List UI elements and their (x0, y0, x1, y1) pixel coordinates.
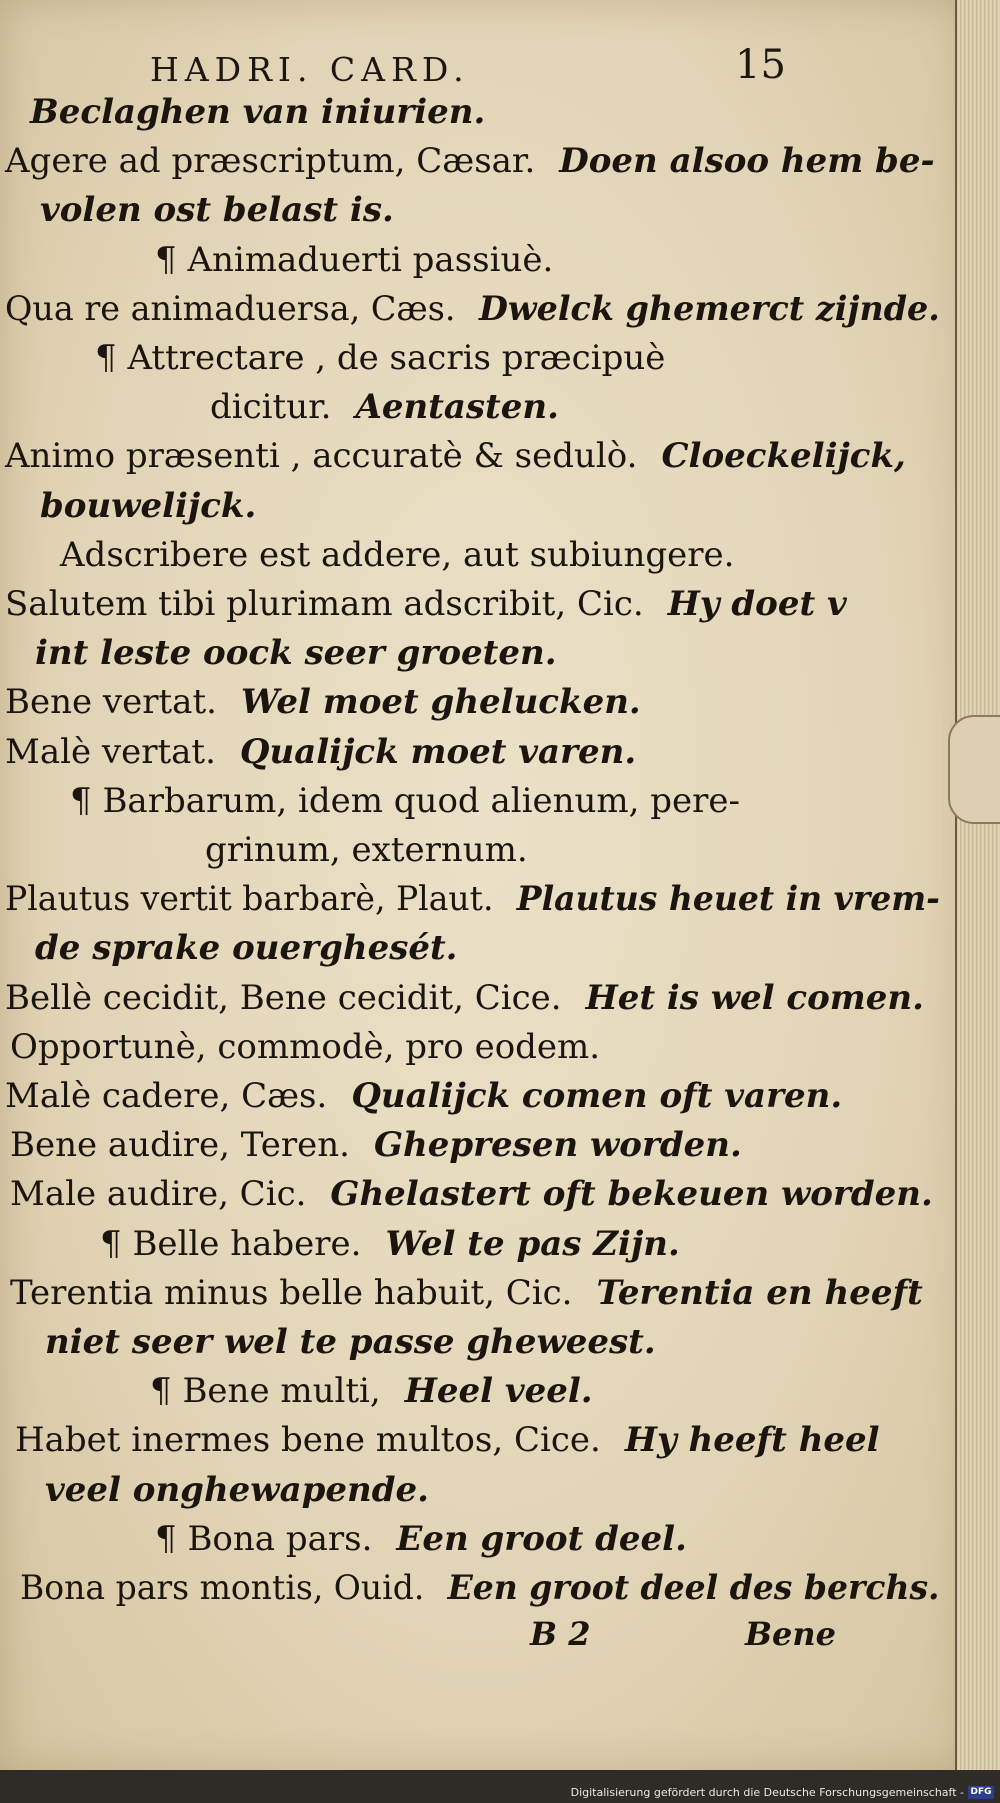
latin-text: Bellè cecidit, Bene cecidit, Cice. (5, 978, 562, 1018)
text-line (35, 633, 557, 673)
text-line (155, 240, 553, 280)
dutch-translation: niet seer wel te passe gheweest. (45, 1322, 656, 1362)
dutch-translation: Een groot deel des berchs. (447, 1568, 940, 1608)
text-line (5, 289, 940, 329)
latin-text: ¶ Belle habere. (100, 1224, 362, 1264)
digitization-credit: Digitalisierung gefördert durch die Deutsche Forschungsgemeinschaft - (570, 1786, 964, 1799)
text-line (30, 92, 485, 132)
latin-text: ¶ Bona pars. (155, 1519, 373, 1559)
text-line (60, 535, 734, 575)
dutch-translation: Heel veel. (404, 1371, 593, 1411)
dutch-translation: veel onghewapende. (45, 1470, 429, 1510)
dutch-translation: Beclaghen van iniurien. (30, 92, 486, 132)
text-line (70, 781, 740, 821)
dutch-translation: Hy doet v (667, 584, 847, 624)
text-line (40, 486, 256, 526)
dfg-logo: DFG (968, 1786, 994, 1799)
latin-text: Habet inermes bene multos, Cice. (15, 1420, 601, 1460)
text-line (95, 338, 665, 378)
page-fore-edge (955, 0, 1000, 1780)
latin-text: dicitur. (210, 387, 332, 427)
text-line (10, 1125, 742, 1165)
dutch-translation: Ghepresen worden. (373, 1125, 742, 1165)
latin-text: Qua re animaduersa, Cæs. (5, 289, 456, 329)
text-line (205, 830, 528, 870)
text-line (5, 584, 847, 624)
catchword: Bene (745, 1615, 837, 1653)
text-line (20, 1568, 940, 1608)
latin-text: Malè vertat. (5, 732, 216, 772)
dutch-translation: Hy heeft heel (624, 1420, 880, 1460)
text-line (15, 1420, 880, 1460)
text-line (5, 682, 641, 722)
dutch-translation: Qualijck comen oft varen. (351, 1076, 843, 1116)
dutch-translation: Terentia en heeft (596, 1273, 923, 1313)
text-line (5, 978, 924, 1018)
latin-text: ¶ Bene multi, (150, 1371, 381, 1411)
dutch-translation: Wel te pas Zijn. (385, 1224, 680, 1264)
dutch-translation: de sprake ouerghesét. (35, 928, 458, 968)
text-line (155, 1519, 687, 1559)
latin-text: grinum, externum. (205, 830, 528, 870)
text-line (45, 1322, 656, 1362)
latin-text: Malè cadere, Cæs. (5, 1076, 328, 1116)
text-line (45, 1470, 429, 1510)
latin-text: Bene audire, Teren. (10, 1125, 350, 1165)
latin-text: Male audire, Cic. (10, 1174, 307, 1214)
latin-text: ¶ Animaduerti passiuè. (155, 240, 554, 280)
text-line (5, 1076, 842, 1116)
text-line (5, 436, 906, 476)
text-line (40, 190, 394, 230)
text-line (5, 732, 636, 772)
latin-text: Bene vertat. (5, 682, 217, 722)
latin-text: Bona pars montis, Ouid. (20, 1568, 425, 1608)
latin-text: Terentia minus belle habuit, Cic. (10, 1273, 573, 1313)
dutch-translation: Een groot deel. (396, 1519, 687, 1559)
dutch-translation: Qualijck moet varen. (239, 732, 637, 772)
text-line (150, 1371, 593, 1411)
dutch-translation: Cloeckelijck, (661, 436, 906, 476)
text-line (210, 387, 559, 427)
latin-text: ¶ Barbarum, idem quod alienum, pere- (70, 781, 741, 821)
latin-text: Salutem tibi plurimam adscribit, Cic. (5, 584, 644, 624)
text-line (100, 1224, 680, 1264)
signature-mark: B 2 (530, 1615, 591, 1653)
text-line (10, 1174, 933, 1214)
latin-text: Plautus vertit barbarè, Plaut. (5, 879, 494, 919)
dutch-translation: Dwelck ghemerct zijnde. (479, 289, 940, 329)
text-line (5, 141, 935, 181)
dutch-translation: Het is wel comen. (585, 978, 924, 1018)
text-line (35, 928, 458, 968)
dutch-translation: Plautus heuet in vrem- (516, 879, 940, 919)
text-line (5, 879, 940, 919)
running-title: HADRI. CARD. (150, 50, 470, 89)
latin-text: Animo præsenti , accuratè & sedulò. (5, 436, 638, 476)
text-line (10, 1027, 600, 1067)
latin-text: Agere ad præscriptum, Cæsar. (5, 141, 536, 181)
page-number: 15 (735, 42, 786, 88)
dutch-translation: bouwelijck. (40, 486, 257, 526)
text-line (10, 1273, 923, 1313)
dutch-translation: int leste oock seer groeten. (35, 633, 557, 673)
dutch-translation: volen ost belast is. (40, 190, 394, 230)
dutch-translation: Aentasten. (355, 387, 559, 427)
latin-text: ¶ Attrectare , de sacris præcipuè (95, 338, 666, 378)
dutch-translation: Doen alsoo hem be- (559, 141, 935, 181)
page-tab (948, 715, 1000, 824)
dutch-translation: Wel moet ghelucken. (240, 682, 641, 722)
latin-text: Adscribere est addere, aut subiungere. (60, 535, 735, 575)
dutch-translation: Ghelastert oft bekeuen worden. (330, 1174, 933, 1214)
latin-text: Opportunè, commodè, pro eodem. (10, 1027, 601, 1067)
